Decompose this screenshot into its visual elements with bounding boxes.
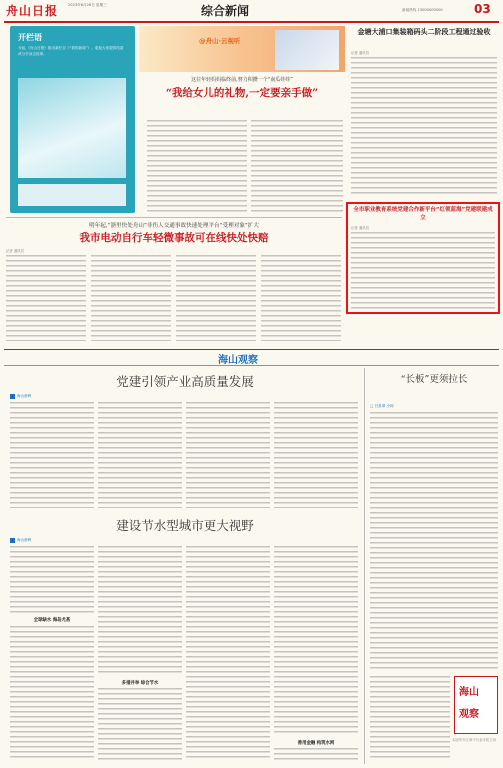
story-water-col4a xyxy=(274,546,358,736)
story-water-subhead-1: 全球缺水 海岛尤甚 xyxy=(33,618,71,623)
feature-banner-image xyxy=(139,26,345,72)
feature-body-col2 xyxy=(251,120,343,212)
column-divider xyxy=(364,368,365,764)
column-body xyxy=(370,412,498,672)
story-port xyxy=(349,26,499,200)
newspaper-logo: 舟山日报 xyxy=(6,4,59,18)
story-party-col4 xyxy=(274,402,358,508)
story-party-headline: 党建引领产业高质量发展 xyxy=(116,374,254,389)
story-water-col1b xyxy=(10,626,94,760)
story-water-col4b xyxy=(274,748,358,760)
story-port-headline: 金塘大浦口集装箱码头二阶段工程通过验收 xyxy=(357,28,491,36)
story-water-col3 xyxy=(186,546,270,760)
feature-body-col1 xyxy=(147,120,247,212)
story-party-tag-icon xyxy=(10,394,15,399)
story-bike-col3 xyxy=(176,255,256,341)
feature-block xyxy=(139,26,345,216)
sidebar-ad-title: 开栏语 xyxy=(18,33,42,42)
story-water-headline: 建设节水型城市更大视野 xyxy=(116,518,254,533)
story-water-subhead-3: 善用金融 构筑水网 xyxy=(297,741,335,746)
story-bike-col2 xyxy=(91,255,171,341)
story-water-subhead-2: 多措并举 综合节水 xyxy=(121,681,159,686)
column-stamp-line1: 海山 xyxy=(459,687,479,698)
column-body-tail xyxy=(370,676,450,758)
story-bike-kicker: 明年起,“浙里快处舟山”非伤人交通事故快速处理平台“受理对象”扩大 xyxy=(89,223,259,229)
section-banner: 海山观察 xyxy=(218,355,258,366)
column-byline: □ 吕星翠 小柯 xyxy=(370,404,394,408)
feature-deck: 这位年轻妈妈临终前,努力积攒一个“南瓜娃娃” xyxy=(191,77,293,83)
story-party-col1 xyxy=(10,402,94,508)
feature-photo xyxy=(275,30,339,70)
section-title: 综合新闻 xyxy=(201,4,250,18)
story-water-byline: 海山晨晖 xyxy=(17,538,32,542)
section-rule xyxy=(4,349,499,350)
story-bike-byline: 记者 通讯员 xyxy=(6,249,25,253)
sidebar-ad-image xyxy=(18,78,126,178)
story-water xyxy=(10,516,360,762)
story-bike-col1 xyxy=(6,255,86,341)
story-port-body xyxy=(351,57,497,197)
column-stamp-line2: 观察 xyxy=(459,709,479,720)
masthead-rule xyxy=(4,21,499,23)
story-party-col3 xyxy=(186,402,270,508)
section-rule-2 xyxy=(4,365,499,366)
story-bike-col4 xyxy=(261,255,341,341)
story-redsea-headline: 全市职业教育系统党建合作新平台“红领蓝海”党建联建成立 xyxy=(353,207,493,221)
story-redsea-byline: 记者 通讯员 xyxy=(351,226,370,230)
column-longboard xyxy=(368,370,500,762)
story-redsea-body xyxy=(351,232,495,310)
story-water-col2b xyxy=(98,688,182,760)
story-party-byline: 海山晨晖 xyxy=(17,394,32,398)
news-hotline: 新闻热线 13000000000 xyxy=(402,8,443,12)
story-bike xyxy=(6,219,342,343)
story-party xyxy=(10,370,360,510)
sidebar-ad xyxy=(10,26,135,213)
story-party-col2 xyxy=(98,402,182,508)
masthead xyxy=(0,0,503,22)
story-water-col2a xyxy=(98,546,182,676)
story-port-byline: 记者 通讯员 xyxy=(351,51,370,55)
story-water-col1a xyxy=(10,546,94,614)
story-water-tag-icon xyxy=(10,538,15,543)
feature-brand: @舟山·云视听 xyxy=(199,37,241,45)
sidebar-ad-footer xyxy=(18,184,126,206)
feature-headline: “我给女儿的礼物,一定要亲手做” xyxy=(165,87,319,99)
column-stamp xyxy=(454,676,498,734)
column-disclaimer: 本版所刊文章不代表本报立场 xyxy=(452,738,497,742)
story-redsea-box xyxy=(346,202,500,314)
issue-info: 2023年6月28日 星期三 xyxy=(68,3,107,7)
sidebar-ad-text: 今起,《舟山日报》推出新栏目《“我的新闻”》。欢迎大家提供线索或分享身边故事。 xyxy=(18,46,124,56)
column-headline: “长板”更须拉长 xyxy=(400,374,468,385)
story-bike-headline: 我市电动自行车轻微事故可在线快处快赔 xyxy=(79,232,269,244)
page-number: 03 xyxy=(474,2,491,16)
